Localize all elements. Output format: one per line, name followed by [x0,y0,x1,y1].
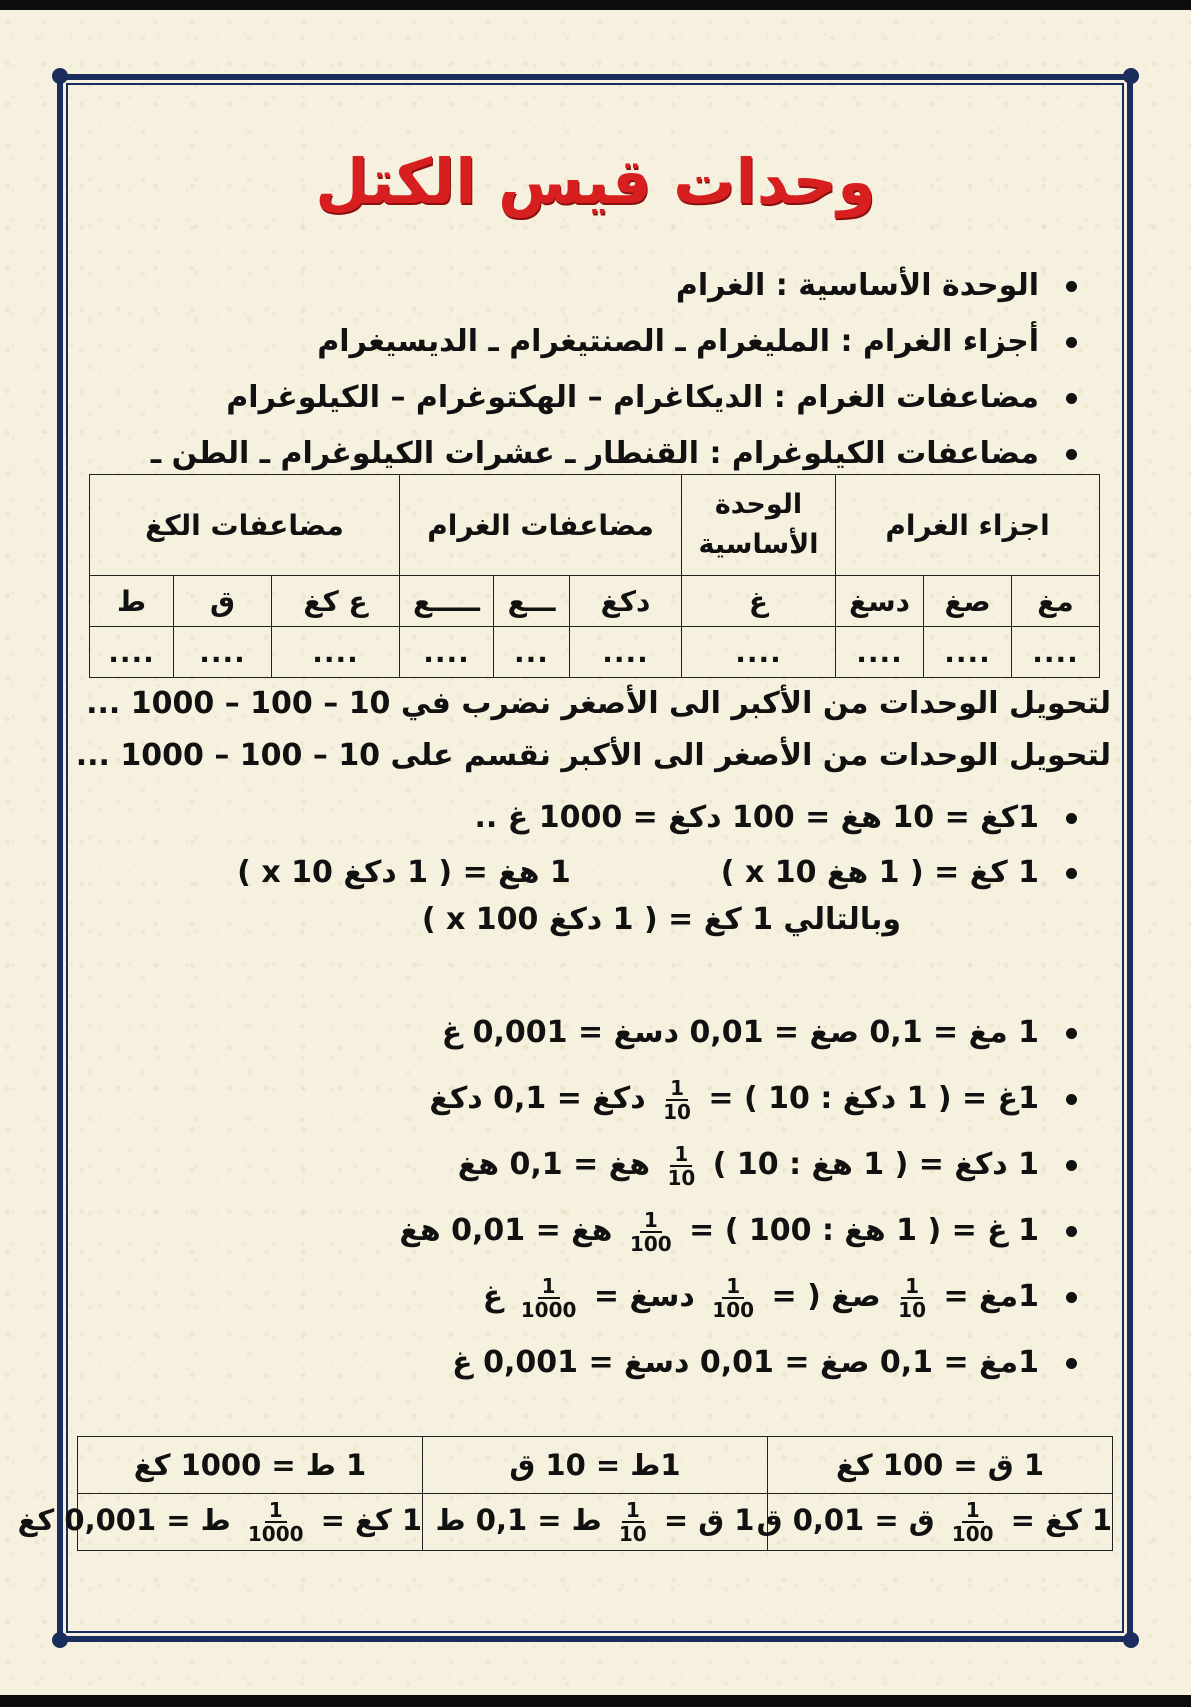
subunit-line: 1مغ = $\frac{1}{10}$ صغ ( = $\frac{1}{100}$ دسغ = $\frac{1}{1000}$ غ [399,1264,1081,1330]
definition-kg-multiples: مضاعفات الكيلوغرام : القنطار ـ عشرات الكيلوغرام ـ الطن ـ [151,426,1081,482]
fraction: $\frac{1}{10}$ [618,1498,647,1546]
blank-cell: .... [682,627,836,678]
unit-cell: دسغ [836,576,924,627]
blank-cell: .... [924,627,1012,678]
example-kg-hg-text: 1 كغ = ( 1 هغ x 10 ) [720,855,1039,890]
blank-cell: .... [174,627,272,678]
example-kg-chain: 1كغ = 10 هغ = 100 دكغ = 1000 غ .. [237,790,1081,845]
fraction: $\frac{1}{10}$ [663,1075,691,1124]
subunit-line: 1غ = ( 1 دكغ : 10 ) = $\frac{1}{10}$ دكغ = 0,1 دكغ [399,1066,1081,1132]
fraction: $\frac{1}{100}$ [712,1273,755,1322]
blank-cell: .... [836,627,924,678]
unit-cell: مغ [1012,576,1100,627]
page-title: وحدات قيس الكتل [315,145,876,218]
group-header-gram-parts: اجزاء الغرام [836,475,1100,576]
unit-cell: ط [90,576,174,627]
example-hg-dkg-text: 1 هغ = ( 1 دكغ x 10 ) [237,855,571,890]
blank-cell: .... [272,627,400,678]
border-corner [52,1632,68,1648]
unit-cell: دكغ [570,576,682,627]
unit-cell: صغ [924,576,1012,627]
blank-cell: ... [494,627,570,678]
unit-cell: ق [174,576,272,627]
subunits-list [399,1000,1081,1396]
large-units-table [17,1436,1113,1551]
example-conclusion: وبالتالي 1 كغ = ( 1 دكغ x 100 ) [421,902,901,937]
examples-list [237,790,1081,900]
definition-base-unit: الوحدة الأساسية : الغرام [151,258,1081,314]
subunit-line: 1 مغ = 0,1 صغ = 0,01 دسغ = 0,001 غ [399,1000,1081,1066]
subunit-line: 1 دكغ = ( 1 هغ : 10 ) $\frac{1}{10}$ هغ = 0,1 هغ [399,1132,1081,1198]
blank-cell: .... [400,627,494,678]
subunit-line: 1 غ = ( 1 هغ : 100 ) = $\frac{1}{100}$ هغ = 0,01 هغ [399,1198,1081,1264]
unit-cell: ـــــع [400,576,494,627]
border-corner [52,68,68,84]
large-unit-conversion: 1 كغ = $\frac{1}{100}$ ق = 0,01 ق [768,1494,1113,1551]
large-unit-cell: 1 ق = 100 كغ [768,1437,1113,1494]
group-header-gram-multiples: مضاعفات الغرام [400,475,682,576]
large-unit-conversion: 1 ق = $\frac{1}{10}$ ط = 0,1 ط [423,1494,768,1551]
unit-cell: غ [682,576,836,627]
fraction: $\frac{1}{100}$ [629,1207,672,1256]
fraction: $\frac{1}{1000}$ [247,1498,304,1546]
subunit-line: 1مغ = 0,1 صغ = 0,01 دسغ = 0,001 غ [399,1330,1081,1396]
rule-large-to-small: لتحويل الوحدات من الأكبر الى الأصغر نضرب في 10 – 100 – 1000 ... [86,686,1111,721]
definition-gram-parts: أجزاء الغرام : المليغرام ـ الصنتيغرام ـ الديسيغرام [151,314,1081,370]
unit-cell: ـــع [494,576,570,627]
example-kg-hg [237,845,1081,900]
definitions-list [151,258,1081,482]
fraction: $\frac{1}{10}$ [667,1141,696,1190]
definition-gram-multiples: مضاعفات الغرام : الديكاغرام – الهكتوغرام – الكيلوغرام [151,370,1081,426]
blank-cell: .... [570,627,682,678]
fraction: $\frac{1}{100}$ [951,1498,994,1546]
rule-small-to-large: لتحويل الوحدات من الأصغر الى الأكبر نقسم على 10 – 100 – 1000 ... [75,738,1111,773]
group-header-kg-multiples: مضاعفات الكغ [90,475,400,576]
unit-cell: ع كغ [272,576,400,627]
blank-cell: .... [1012,627,1100,678]
border-corner [1123,68,1139,84]
large-unit-cell: 1ط = 10 ق [423,1437,768,1494]
border-corner [1123,1632,1139,1648]
blank-cell: .... [90,627,174,678]
large-unit-cell: 1 ط = 1000 كغ [78,1437,423,1494]
large-unit-conversion: 1 كغ = $\frac{1}{1000}$ ط = 0,001 كغ [78,1494,423,1551]
fraction: $\frac{1}{10}$ [898,1273,927,1322]
fraction: $\frac{1}{1000}$ [520,1273,577,1322]
units-table [89,474,1100,678]
group-header-base-unit: الوحدة الأساسية [682,475,836,576]
